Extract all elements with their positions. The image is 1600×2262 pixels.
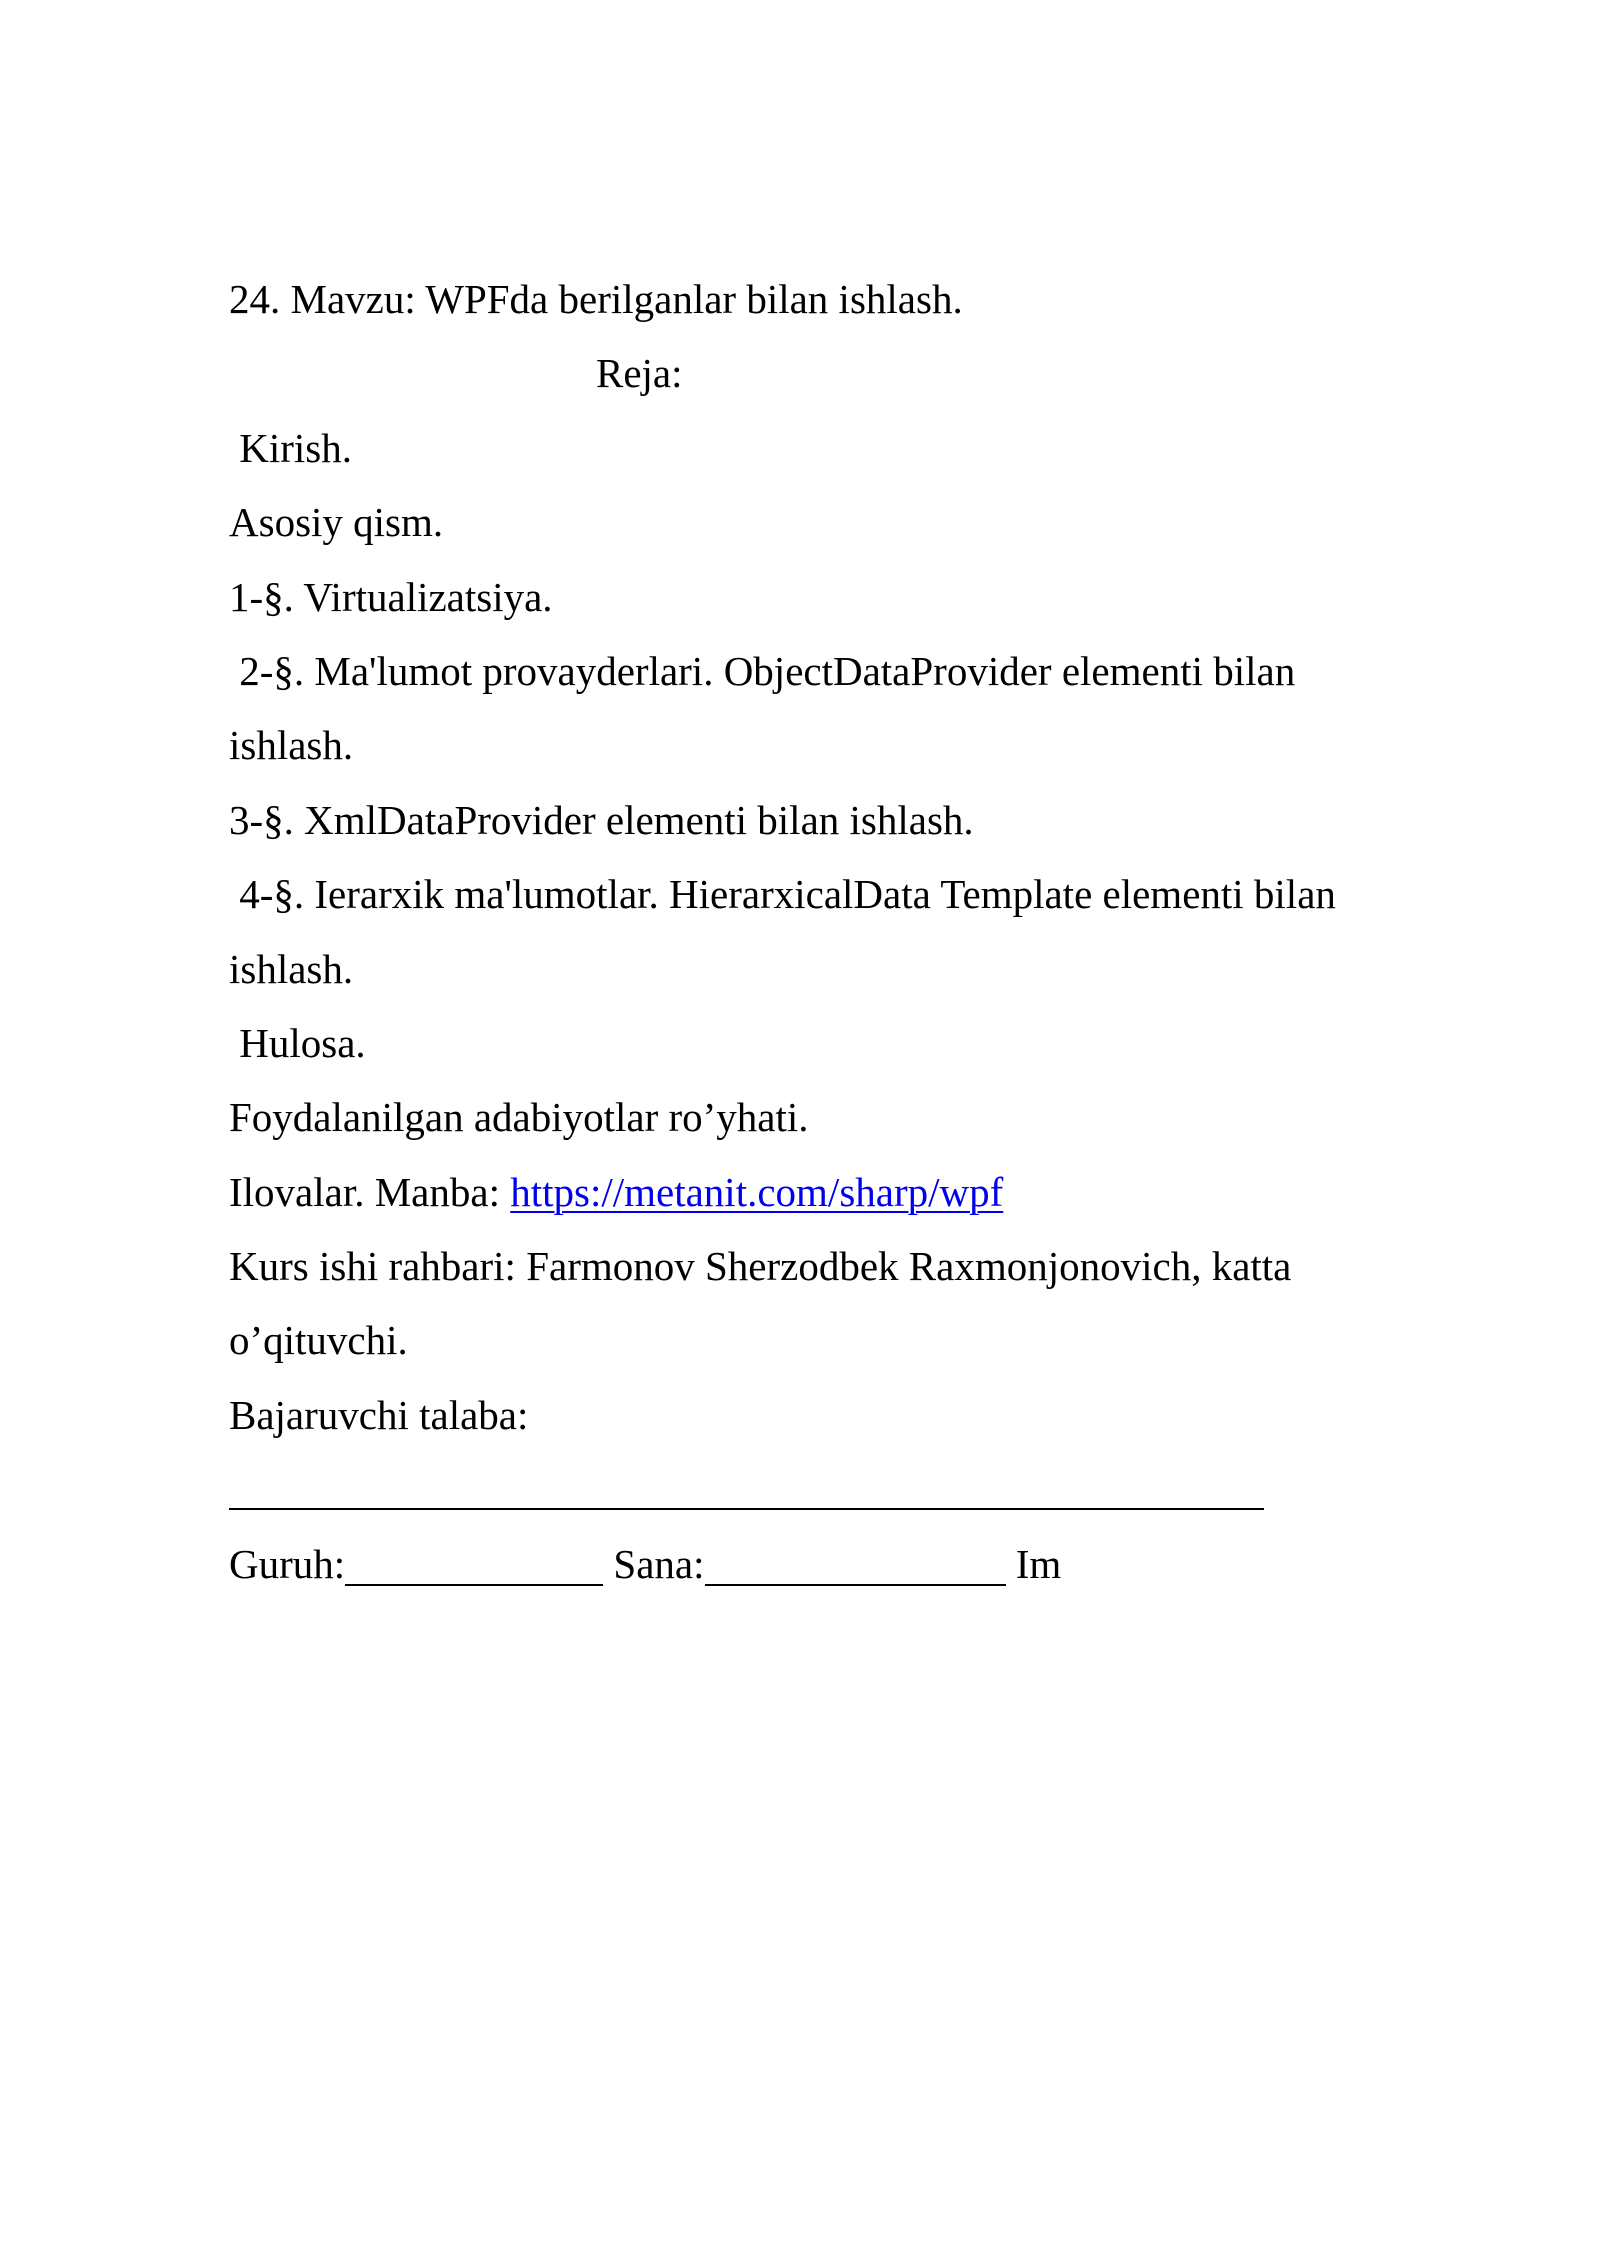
plan-heading: Reja: — [596, 350, 683, 397]
appendix-label: Ilovalar. Manba: — [229, 1168, 511, 1215]
student-name-underline — [229, 1508, 1264, 1510]
plan-item-conclusion: Hulosa. — [229, 1019, 366, 1066]
student-label: Bajaruvchi talaba: — [229, 1391, 529, 1438]
plan-item-section-4: 4-§. Ierarxik ma'lumotlar. HierarxicalData Template elementi bilan — [229, 871, 1336, 918]
appendix-line — [229, 1155, 1419, 1229]
signature-label: Im — [1005, 1540, 1062, 1587]
plan-item-section-3: 3-§. XmlDataProvider elementi bilan ishlash. — [229, 796, 974, 843]
plan-item-section-2: 2-§. Ma'lumot provayderlari. ObjectDataProvider elementi bilan — [229, 647, 1296, 694]
date-blank — [705, 1540, 1006, 1586]
plan-item-intro: Kirish. — [229, 424, 352, 471]
supervisor-line-continued: o’qituvchi. — [229, 1317, 408, 1364]
plan-item-section-2-continued: ishlash. — [229, 722, 354, 769]
date-label: Sana: — [603, 1540, 705, 1587]
student-name-blank — [229, 1452, 1419, 1526]
document-body — [229, 262, 1419, 1601]
plan-item-section-1: 1-§. Virtualizatsiya. — [229, 573, 553, 620]
plan-item-main-part: Asosiy qism. — [229, 499, 444, 546]
group-date-line — [229, 1527, 1419, 1601]
group-label: Guruh: — [229, 1540, 346, 1587]
plan-item-section-4-continued: ishlash. — [229, 945, 354, 992]
supervisor-line: Kurs ishi rahbari: Farmonov Sherzodbek Raxmonjonovich, katta — [229, 1243, 1292, 1290]
topic-title: 24. Mavzu: WPFda berilganlar bilan ishlash. — [229, 276, 963, 322]
source-link[interactable]: https://metanit.com/sharp/wpf — [510, 1168, 1004, 1215]
group-blank — [345, 1540, 603, 1586]
plan-item-references: Foydalanilgan adabiyotlar ro’yhati. — [229, 1094, 809, 1141]
